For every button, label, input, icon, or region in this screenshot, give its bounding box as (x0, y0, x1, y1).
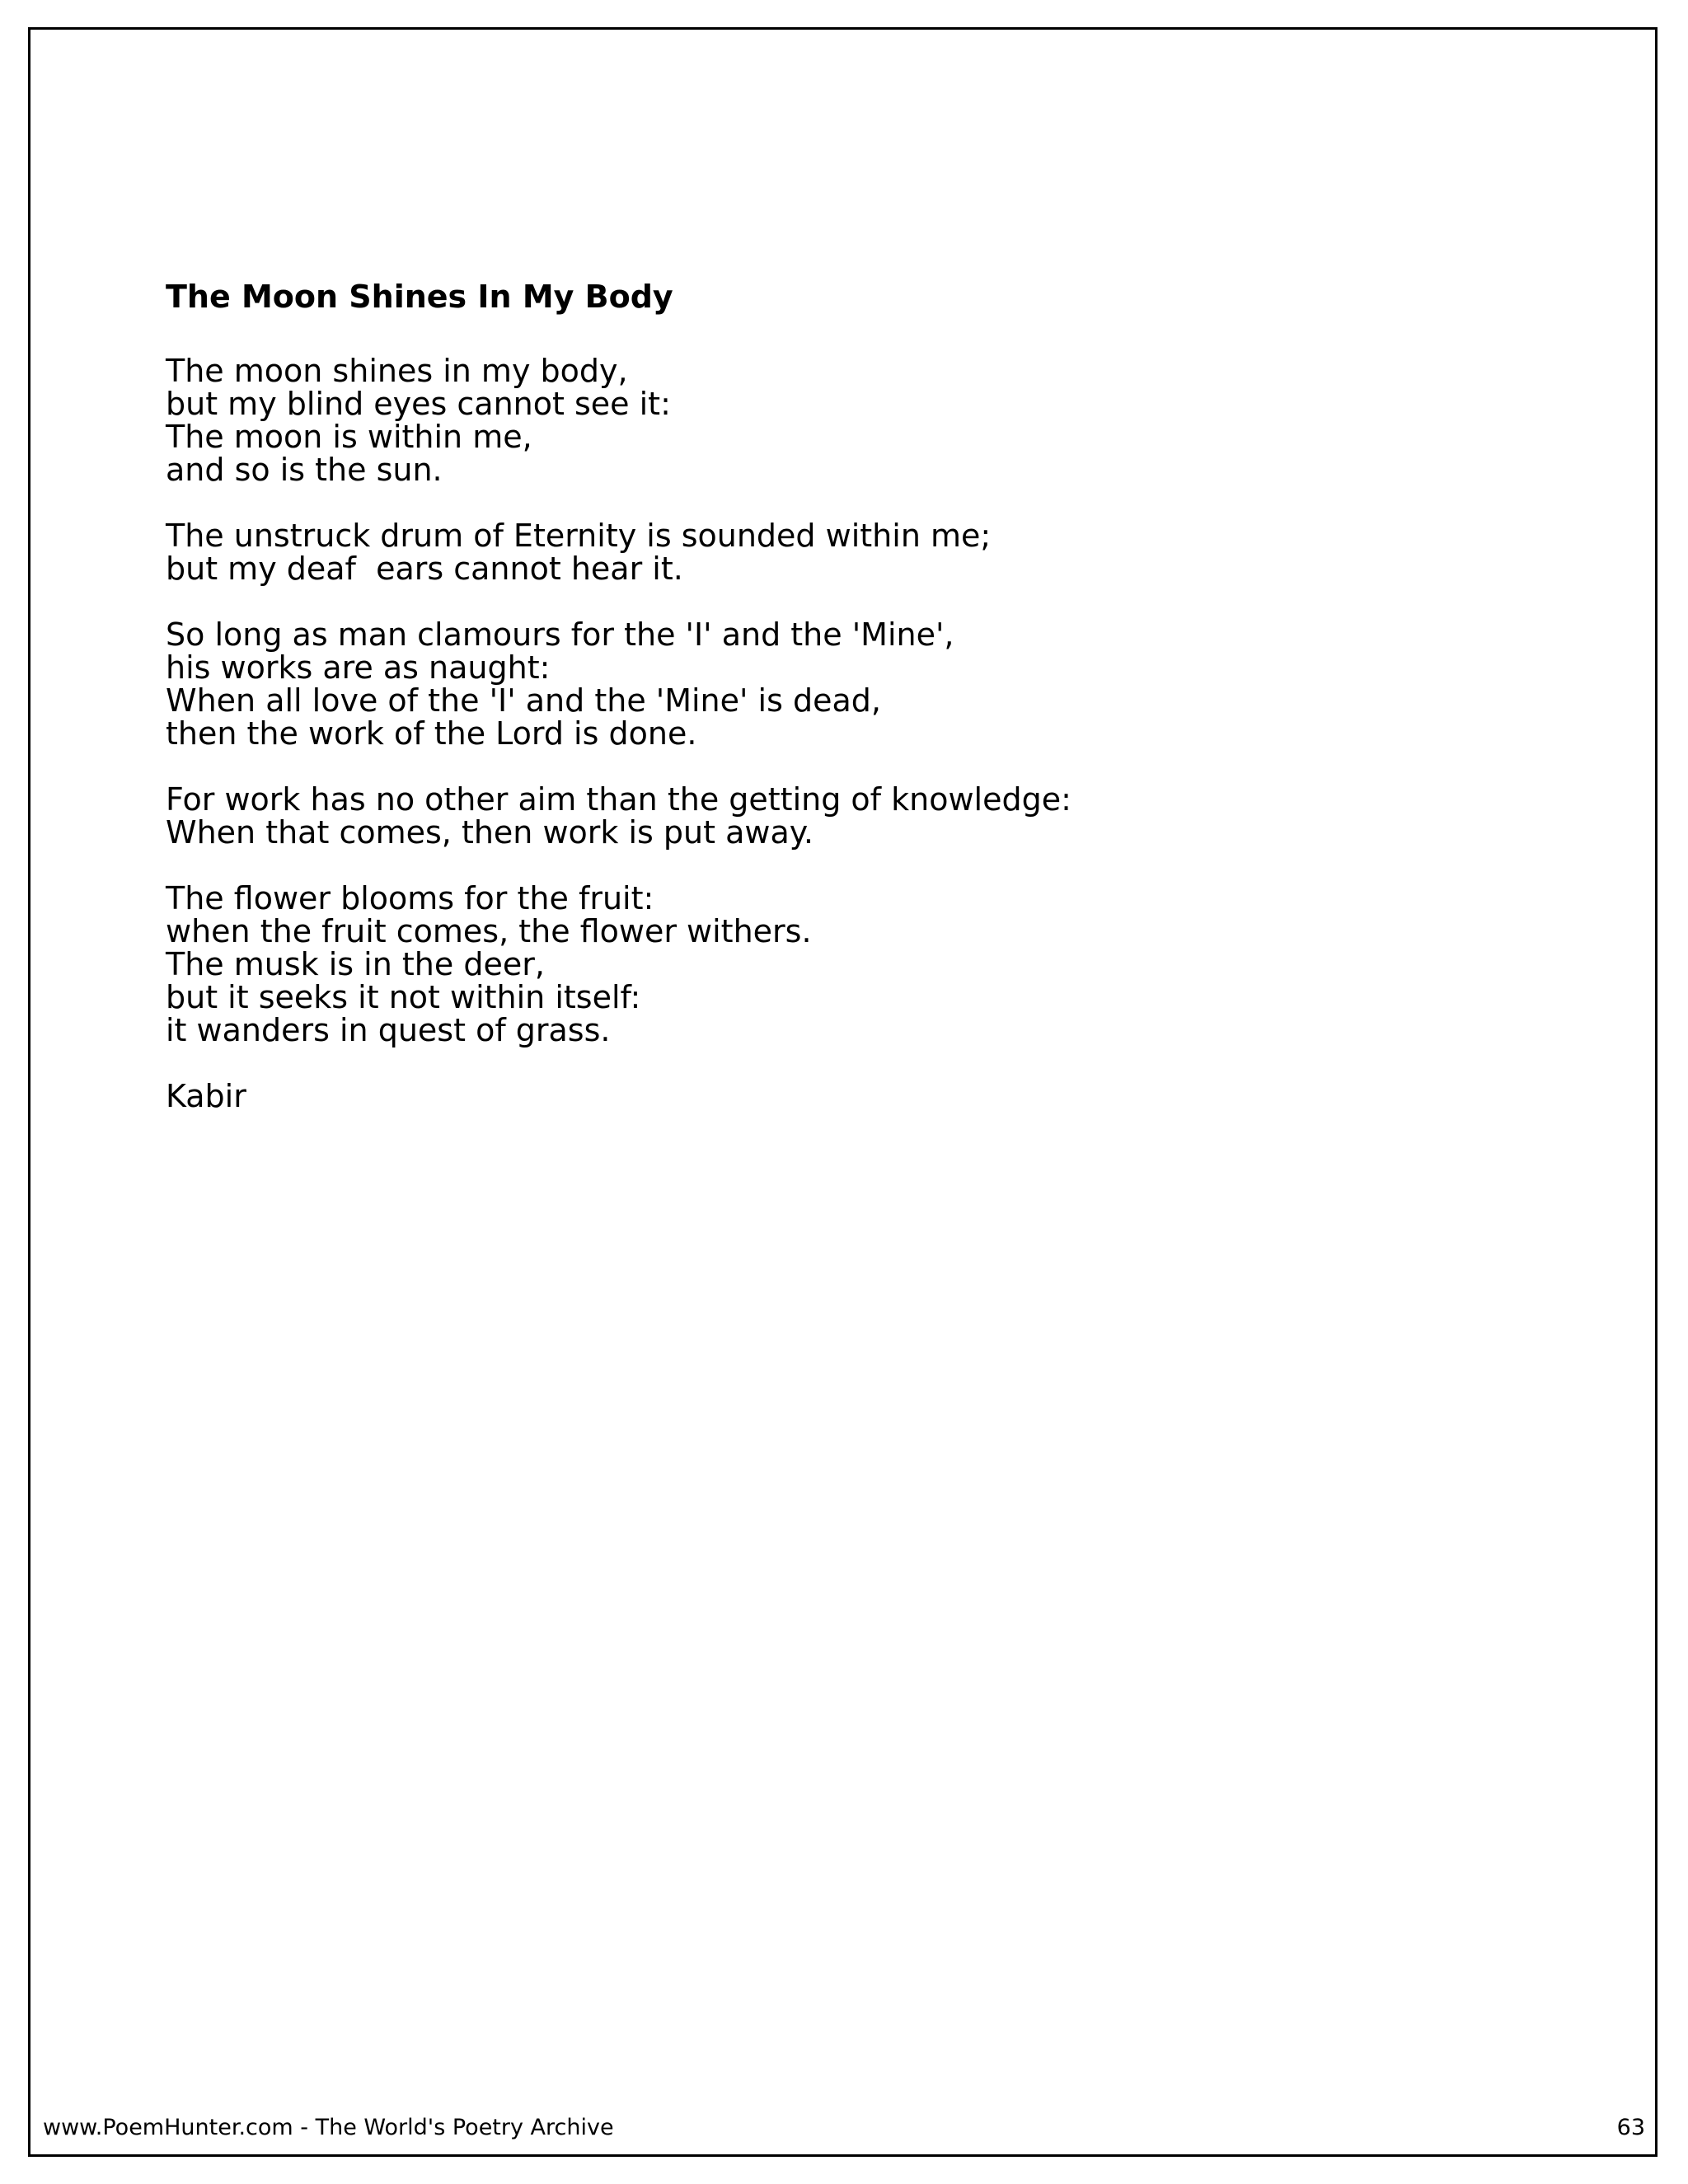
poem-line: but my deaf ears cannot hear it. (166, 551, 683, 587)
poem-line: So long as man clamours for the 'I' and the 'Mine', (166, 616, 954, 653)
poem-line: and so is the sun. (166, 452, 443, 488)
stanza-4 (166, 783, 1484, 849)
poem-line: then the work of the Lord is done. (166, 715, 697, 752)
poem-title: The Moon Shines In My Body (166, 279, 673, 315)
poem-line: The flower blooms for the fruit: (166, 880, 654, 916)
poem-line: The moon is within me, (166, 419, 532, 455)
poem-line: but it seeks it not within itself: (166, 979, 641, 1015)
poem-line: it wanders in quest of grass. (166, 1012, 611, 1048)
poem-line: The musk is in the deer, (166, 946, 545, 982)
poem-line: For work has no other aim than the getting of knowledge: (166, 781, 1071, 818)
poem-body (166, 354, 1484, 1113)
poem-author: Kabir (166, 1078, 246, 1114)
poem-line: When that comes, then work is put away. (166, 814, 814, 851)
poem-line: The unstruck drum of Eternity is sounded within me; (166, 518, 992, 554)
poem-line: his works are as naught: (166, 649, 551, 686)
stanza-5 (166, 882, 1484, 1047)
stanza-2 (166, 519, 1484, 585)
poem-line: but my blind eyes cannot see it: (166, 386, 671, 422)
poem-content (166, 275, 1484, 1113)
poem-line: The moon shines in my body, (166, 353, 628, 389)
stanza-1 (166, 354, 1484, 486)
stanza-3 (166, 618, 1484, 750)
poem-line: When all love of the 'I' and the 'Mine' is dead, (166, 682, 881, 719)
poem-line: when the fruit comes, the flower withers. (166, 913, 812, 949)
page-number: 63 (1616, 2115, 1645, 2140)
footer-source: www.PoemHunter.com - The World's Poetry Archive (43, 2115, 614, 2140)
